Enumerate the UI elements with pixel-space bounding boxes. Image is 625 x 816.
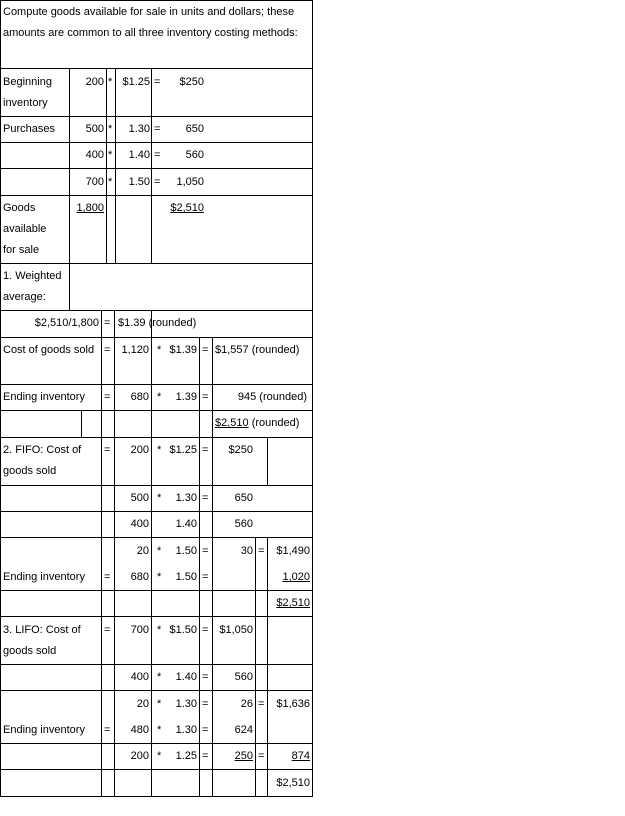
section-heading: 2. FIFO: Cost of goods sold [3, 444, 82, 477]
units-cell: 700 [130, 624, 149, 636]
cost-cell: $1.50 [169, 624, 197, 636]
cogs-total: $1,557 (rounded) [215, 344, 300, 356]
times-sign: * [157, 671, 162, 683]
ending-total: 874 [291, 750, 310, 762]
total-cell: 650 [185, 123, 204, 135]
cost-cell: 1.30 [175, 698, 197, 710]
total-cell: $250 [179, 76, 204, 88]
units-cell: 500 [85, 123, 104, 135]
cost-cell: 1.50 [175, 571, 197, 583]
amount-cell: 560 [234, 518, 253, 530]
ending-total: 945 (rounded) [237, 391, 307, 403]
times-sign: * [157, 698, 162, 710]
amount-cell: 26 [240, 698, 253, 710]
equals-sign: = [104, 724, 111, 736]
units-cell: 680 [130, 391, 149, 403]
equals-sign: = [202, 391, 209, 403]
row-label: Purchases [3, 123, 55, 135]
ending-label: Ending inventory [3, 571, 85, 583]
times-sign: * [157, 571, 162, 583]
intro-text: Compute goods available for sale in units and dollars; these amounts are common to all three inventory costing methods: [3, 6, 298, 39]
calc-label: $2,510/1,800 [34, 317, 99, 329]
equals-sign: = [154, 76, 161, 88]
cost-cell: 1.30 [128, 123, 150, 135]
times-sign: * [108, 76, 113, 88]
units-cell: 400 [130, 518, 149, 530]
equals-sign: = [202, 545, 209, 557]
section-heading: 3. LIFO: Cost of goods sold [3, 624, 81, 657]
ending-total: 1,020 [282, 571, 310, 583]
cost-cell: 1.40 [175, 671, 197, 683]
calc-result: $1.39 (rounded) [118, 317, 197, 329]
times-sign: * [157, 492, 162, 504]
times-sign: * [157, 444, 162, 456]
times-sign: * [108, 176, 113, 188]
times-sign: * [157, 724, 162, 736]
units-cell: 20 [136, 545, 149, 557]
total-cell: 560 [185, 149, 204, 161]
grand-total-note: (rounded) [248, 417, 300, 429]
cost-cell: 1.50 [128, 176, 150, 188]
goods-available-total: $2,510 [170, 202, 204, 214]
units-cell: 680 [130, 571, 149, 583]
cost-cell: 1.40 [175, 518, 197, 530]
times-sign: * [157, 750, 162, 762]
cogs-label: Cost of goods sold [3, 344, 95, 356]
equals-sign: = [104, 571, 111, 583]
ending-label: Ending inventory [3, 724, 85, 736]
times-sign: * [108, 123, 113, 135]
units-cell: 400 [85, 149, 104, 161]
units-cell: 480 [130, 724, 149, 736]
cogs-total: $1,636 [276, 698, 310, 710]
amount-cell: 250 [234, 750, 253, 762]
cost-cell: 1.25 [175, 750, 197, 762]
units-cell: 200 [130, 750, 149, 762]
equals-sign: = [154, 149, 161, 161]
cost-cell: 1.40 [128, 149, 150, 161]
grand-total: $2,510 [276, 777, 310, 789]
equals-sign: = [202, 698, 209, 710]
times-sign: * [108, 149, 113, 161]
section-heading: 1. Weighted average: [3, 270, 62, 303]
equals-sign: = [104, 391, 111, 403]
cost-cell: 1.30 [175, 724, 197, 736]
equals-sign: = [202, 671, 209, 683]
times-sign: * [157, 624, 162, 636]
times-sign: * [157, 391, 162, 403]
times-sign: * [157, 344, 162, 356]
equals-sign: = [258, 545, 265, 557]
equals-sign: = [104, 444, 111, 456]
equals-sign: = [202, 724, 209, 736]
row-label: Goods available for sale [3, 202, 47, 256]
total-cell: 1,050 [176, 176, 204, 188]
cost-cell: 1.30 [175, 492, 197, 504]
amount-cell: 560 [234, 671, 253, 683]
amount-cell: 624 [234, 724, 253, 736]
equals-sign: = [202, 571, 209, 583]
cogs-total: $1,490 [276, 545, 310, 557]
cost-cell: $1.39 [169, 344, 197, 356]
times-sign: * [157, 545, 162, 557]
amount-cell: 650 [234, 492, 253, 504]
units-total: 1,800 [76, 202, 104, 214]
units-cell: 200 [130, 444, 149, 456]
cost-cell: $1.25 [169, 444, 197, 456]
units-cell: 200 [85, 76, 104, 88]
equals-sign: = [154, 176, 161, 188]
units-cell: 1,120 [121, 344, 149, 356]
row-label: Beginning inventory [3, 76, 52, 109]
ending-label: Ending inventory [3, 391, 85, 403]
units-cell: 400 [130, 671, 149, 683]
equals-sign: = [154, 123, 161, 135]
units-cell: 700 [85, 176, 104, 188]
grand-total-amount: $2,510 [215, 417, 249, 429]
amount-cell: $250 [228, 444, 253, 456]
amount-cell: 30 [240, 545, 253, 557]
grand-total [215, 413, 299, 434]
equals-sign: = [202, 444, 209, 456]
grand-total: $2,510 [276, 597, 310, 609]
equals-sign: = [202, 344, 209, 356]
cost-cell: 1.50 [175, 545, 197, 557]
cost-cell: $1.25 [122, 76, 150, 88]
units-cell: 20 [136, 698, 149, 710]
equals-sign: = [202, 492, 209, 504]
equals-sign: = [104, 317, 111, 329]
units-cell: 500 [130, 492, 149, 504]
equals-sign: = [258, 750, 265, 762]
equals-sign: = [258, 698, 265, 710]
equals-sign: = [104, 344, 111, 356]
equals-sign: = [202, 624, 209, 636]
amount-cell: $1,050 [219, 624, 253, 636]
equals-sign: = [202, 750, 209, 762]
equals-sign: = [104, 624, 111, 636]
cost-cell: 1.39 [175, 391, 197, 403]
